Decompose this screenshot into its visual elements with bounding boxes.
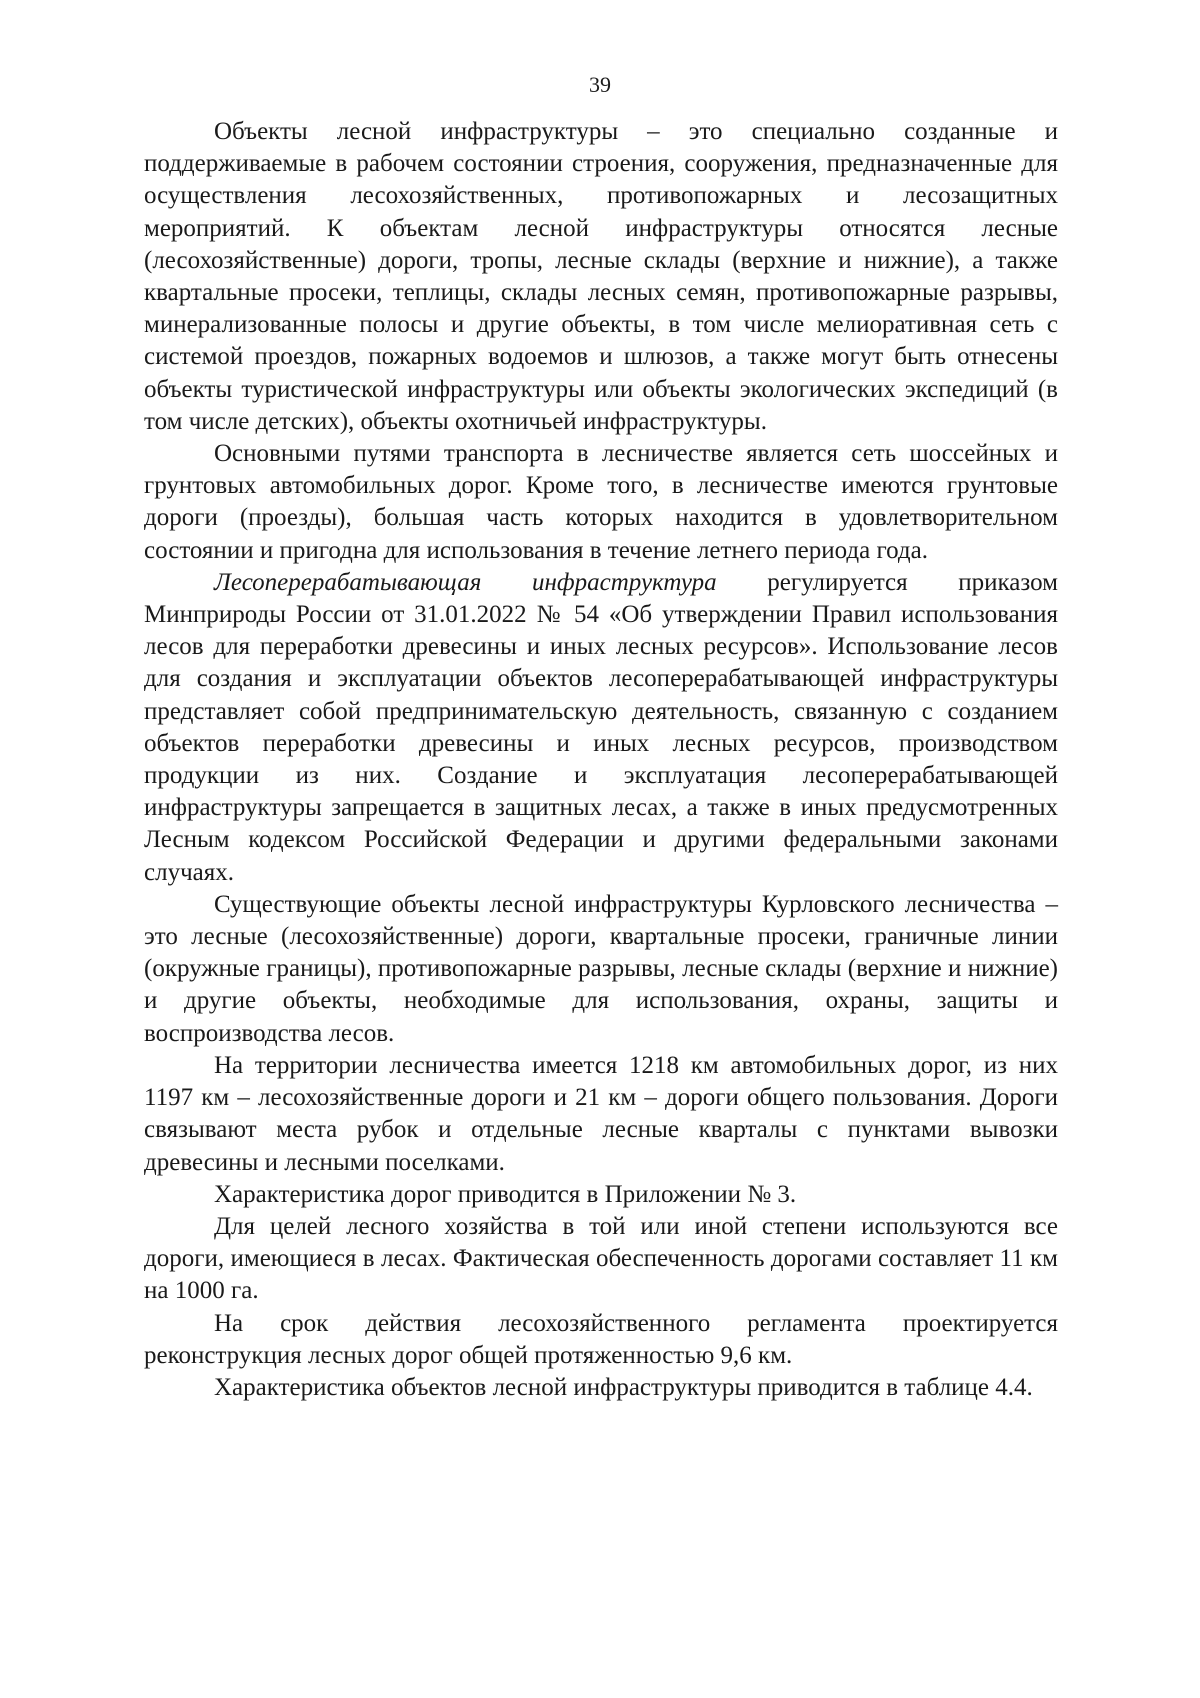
italic-term: Лесоперерабатывающая инфраструктура [214,568,717,596]
paragraph-text: Объекты лесной инфраструктуры – это специально созданные и поддерживаемые в рабочем состоянии строения, сооружения, предназначенные для осуществления лесохозяйственных, противопожарных и лесозащитных мероприятий. К объектам лесной инфраструктуры относятся лесные (лесохозяйственные) дороги, тропы, лесные склады (верхние и нижние), а также квартальные просеки, теплицы, склады лесных семян, противопожарные разрывы, минерализованные полосы и другие объекты, в том числе мелиоративная сеть с системой проездов, пожарных водоемов и шлюзов, а также могут быть отнесены объекты туристической инфраструктуры или объекты экологических экспедиций (в том числе детских), объекты охотничьей инфраструктуры. [144,118,1058,435]
paragraph-table-reference [144,1372,1058,1404]
paragraph-text: Основными путями транспорта в лесничестве является сеть шоссейных и грунтовых автомобильных дорог. Кроме того, в лесничестве имеются грунтовые дороги (проезды), большая часть которых находится в удовлетворительном состоянии и пригодна для использования в течение летнего периода года. [144,440,1058,564]
paragraph-text: На срок действия лесохозяйственного регламента проектируется реконструкция лесных дорог общей протяженностью 9,6 км. [144,1309,1058,1369]
paragraph-road-provision [144,1211,1058,1308]
paragraph-existing-objects [144,889,1058,1050]
paragraph-text: регулируется приказом Минприроды России от 31.01.2022 № 54 «Об утверждении Правил использования лесов для переработки древесины и иных лесных ресурсов». Использование лесов для создания и эксплуатации объектов лесоперерабатывающей инфраструктуры представляет собой предпринимательскую деятельность, связанную с созданием объектов переработки древесины и иных лесных ресурсов, производством продукции из них. Создание и эксплуатация лесоперерабатывающей инфраструктуры запрещается в защитных лесах, а также в иных предусмотренных Лесным кодексом Российской Федерации и другими федеральными законами случаях. [144,568,1058,886]
paragraph-text: Существующие объекты лесной инфраструктуры Курловского лесничества – это лесные (лесохозяйственные) дороги, квартальные просеки, граничные линии (окружные границы), противопожарные разрывы, лесные склады (верхние и нижние) и другие объекты, необходимые для использования, охраны, защиты и воспроизводства лесов. [144,890,1058,1047]
paragraph-text: Для целей лесного хозяйства в той или иной степени используются все дороги, имеющиеся в лесах. Фактическая обеспеченность дорогами составляет 11 км на 1000 га. [144,1212,1058,1305]
document-body [144,116,1058,1404]
paragraph-road-characteristics-ref [144,1179,1058,1211]
paragraph-processing-infrastructure [144,567,1058,889]
paragraph-road-lengths [144,1050,1058,1179]
paragraph-road-reconstruction [144,1308,1058,1372]
paragraph-text: Характеристика объектов лесной инфраструктуры приводится в таблице 4.4. [214,1373,1033,1401]
paragraph-text: На территории лесничества имеется 1218 км автомобильных дорог, из них 1197 км – лесохозяйственные дороги и 21 км – дороги общего пользования. Дороги связывают места рубок и отдельные лесные кварталы с пунктами вывозки древесины и лесными поселками. [144,1051,1058,1176]
page-number: 39 [589,72,611,97]
paragraph-text: Характеристика дорог приводится в Приложении № 3. [214,1180,797,1208]
paragraph-forest-infrastructure-definition [144,116,1058,438]
paragraph-transport-routes [144,438,1058,567]
